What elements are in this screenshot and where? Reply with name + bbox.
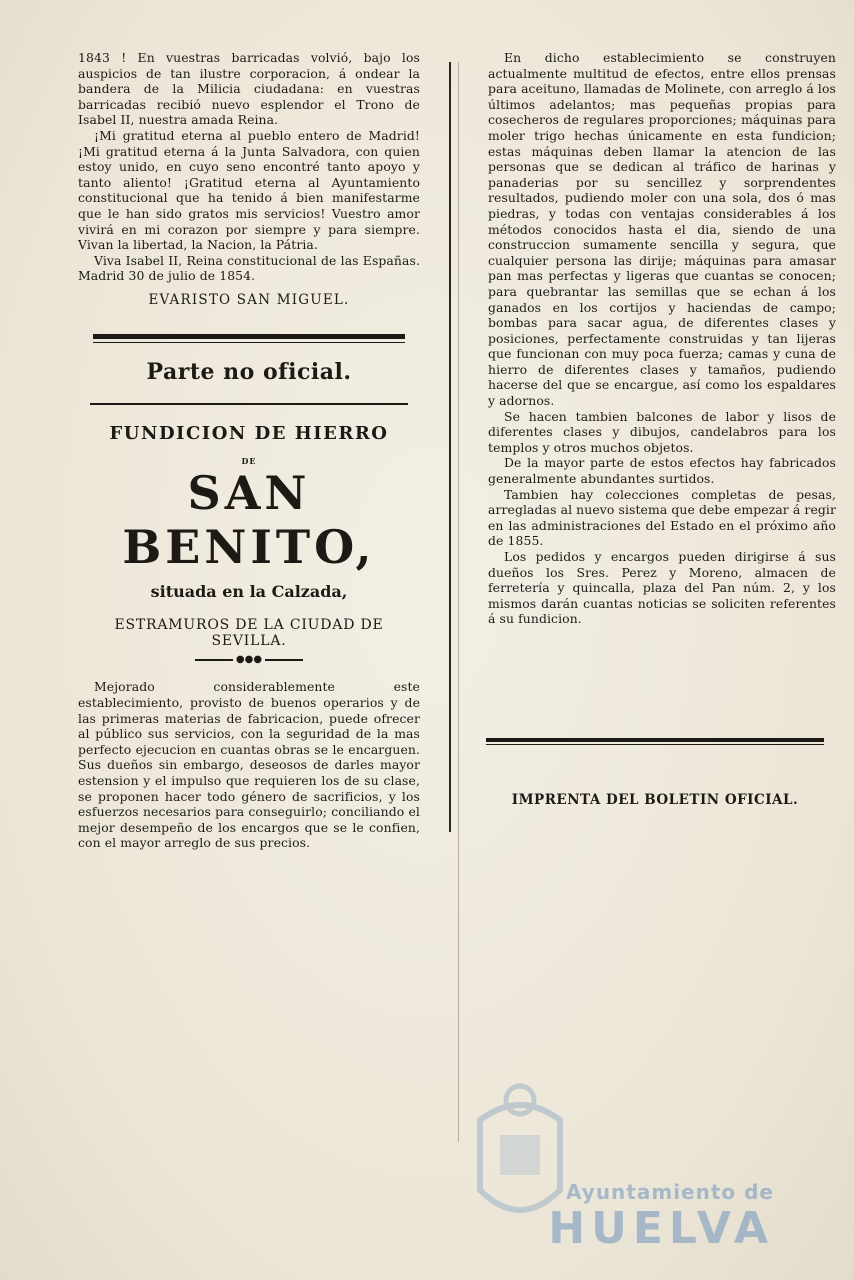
right-column (488, 50, 836, 627)
closing-divider (486, 738, 824, 745)
section-title: Parte no oficial. (146, 358, 352, 385)
section-divider (93, 334, 405, 343)
paragraph: En dicho establecimiento se construyen actualmente multitud de efectos, entre ellos prensas para aceituno, llamadas de Molinete, con arreglo á los últimos adelantos; mas pequeñas propias para cosecheros de regulares proporciones; máquinas para moler trigo hechas únicamente en esta fundicion; estas máquinas deben llamar la atencion de las personas que se dedican al tráfico de harinas y panaderias por su sencillez y sorprendentes resultados, pudiendo moler con una sola, dos ó mas piedras, y todas con ventajas considerables á los métodos conocidos hasta el dia, siendo de una construccion sumamente sencilla y segura, que cualquier persona las dirije; máquinas para amasar pan mas perfectas y ligeras que cuantas se conocen; para quebrantar las semillas que se echan á los ganados en los cortijos y haciendas de campo; bombas para sacar agua, de diferentes clases y posiciones, perfectamente construidas y tan lijeras que funcionan con muy poca fuerza; camas y cuna de hierro de diferentes clases y tamaños, pudiendo hacerse del que se encargue, así como los espaldares y adornos. (488, 50, 836, 409)
ad-heading-city: ESTRAMUROS DE LA CIUDAD DE SEVILLA. (114, 616, 384, 649)
paragraph: Se hacen tambien balcones de labor y lisos de diferentes clases y dibujos, candelabros para los templos y otros muchos objetos. (488, 408, 836, 455)
watermark-line2: HUELVA (548, 1203, 774, 1254)
paragraph: Los pedidos y encargos pueden dirigirse á sus dueños los Sres. Perez y Moreno, almacen de ferretería y quincalla, plaza del Pan núm. 2, y los mismos darán cuantas noticias se soliciten referentes á su fundicion. (488, 549, 836, 627)
left-column (78, 50, 420, 851)
ad-heading-fundicion: FUNDICION DE HIERRO (109, 422, 389, 444)
paragraph: Tambien hay colecciones completas de pesas, arregladas al nuevo sistema que debe empezar á regir en las administraciones del Estado en el próximo año de 1855. (488, 486, 836, 549)
signature: EVARISTO SAN MIGUEL. (148, 291, 350, 308)
ad-heading-de: DE (241, 455, 257, 466)
paragraph: ¡Mi gratitud eterna al pueblo entero de Madrid! ¡Mi gratitud eterna á la Junta Salvadora, con quien estoy unido, en cuyo seno encontré tanto apoyo y tanto aliento! ¡Gratitud eterna al Ayuntamiento constitucional que ha tenido á bien manifestarme que le han sido gratos mis servicios! Vuestro amor vivirá en mi corazon por siempre y para siempre. Vivan la libertad, la Nacion, la Pátria. (78, 127, 420, 253)
paragraph: De la mayor parte de estos efectos hay fabricados generalmente abundantes surtidos. (488, 455, 836, 487)
imprint: IMPRENTA DEL BOLETIN OFICIAL. (511, 792, 799, 808)
column-divider-faint (458, 62, 459, 1142)
section-divider (90, 403, 408, 405)
watermark (548, 1180, 774, 1252)
column-divider (449, 62, 451, 832)
ad-body: Mejorado considerablemente este establecimiento, provisto de buenos operarios y de las primeras materias de fabricacion, puede ofrecer al público sus servicios, con la seguridad de la mas perfecto ejecucion en cuantas obras se le encarguen. Sus dueños sin embargo, deseosos de darles mayor estension y el impulso que requieren los de su clase, se proponen hacer todo género de sacrificios, y los esfuerzos necesarios para conseguirlo; conciliando el mejor desempeño de los encargos que se le confien, con el mayor arreglo de sus precios. (78, 679, 420, 851)
ornament-divider-icon: ●●● (78, 655, 420, 666)
ad-heading-location: situada en la Calzada, (150, 581, 348, 601)
watermark-line1: Ayuntamiento de (566, 1180, 774, 1204)
paragraph: Viva Isabel II, Reina constitucional de las Españas. Madrid 30 de julio de 1854. (78, 252, 420, 284)
ad-heading-san-benito: SAN BENITO, (122, 465, 376, 574)
paragraph: 1843 ! En vuestras barricadas volvió, bajo los auspicios de tan ilustre corporacion, á ondear la bandera de la Milicia ciudadana: en vuestras barricadas recibió nuevo esplendor el Trono de Isabel II, nuestra amada Reina. (78, 50, 420, 128)
